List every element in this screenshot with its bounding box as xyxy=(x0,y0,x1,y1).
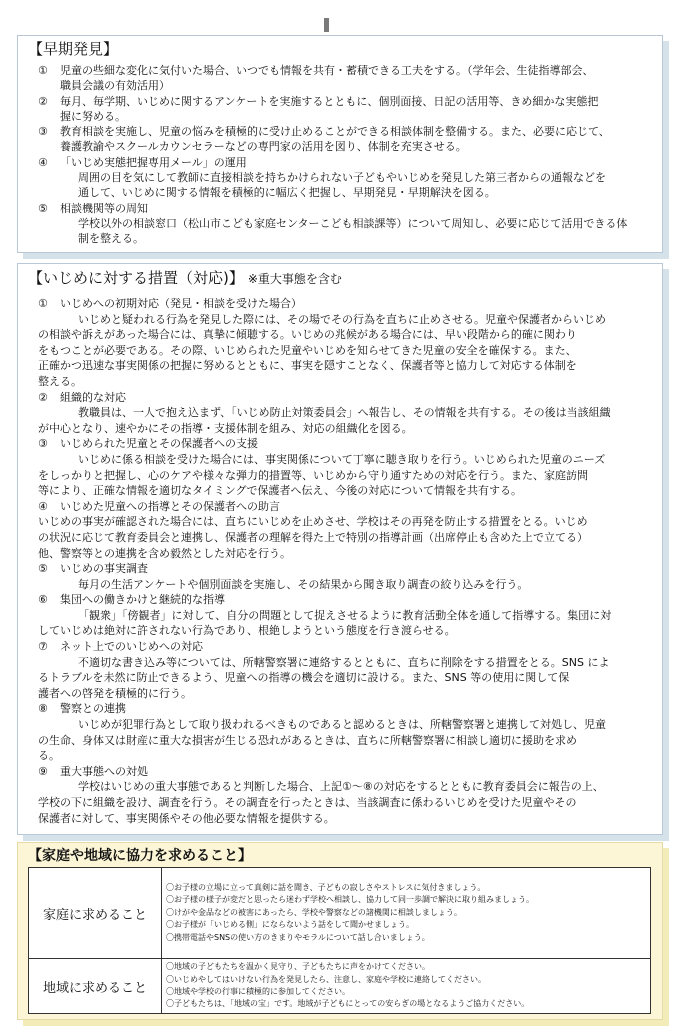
table-row xyxy=(29,959,651,1014)
list-item: ③ いじめられた児童とその保護者への支援 いじめに係る相談を受けた場合には、事実関係について丁寧に聴き取りを行う。いじめられた児童のニーズ をしっかりと把握し、心のケアや様々な弾力的措置等、いじめから守り通すための対応を行う。また、家庭訪問 等により、正確な情報を適切なタイミングで保護者へ伝え、今後の対応について情報を共有する。 xyxy=(38,437,606,498)
bullying-response-list xyxy=(28,296,654,826)
community-requests-list: 〇地域の子どもたちを温かく見守り、子どもたちに声をかけてください。 〇いじめやしてはいけない行為を発見したら、注意し、家庭や学校に連絡してください。 〇地域や学校の行事に積極的に参加してください。 〇子どもたちは、「地域の宝」です。地域が子どもにとっての安らぎの場となるようご協力ください。 xyxy=(162,959,651,1014)
list-item: ④ 「いじめ実態把握専用メール」の運用 周囲の目を気にして教師に直接相談を持ちかけられない子どもやいじめを発見した第三者からの通報などを 通して、いじめに関する情報を積極的に幅広く把握し、早期発見・早期解決を図る。 xyxy=(38,155,606,200)
list-item: ⑤ いじめの事実調査 毎月の生活アンケートや個別面談を実施し、その結果から聞き取り調査の絞り込みを行う。 xyxy=(38,562,529,591)
list-item: ② 毎月、毎学期、いじめに関するアンケートを実施するとともに、個別面接、日記の活用等、きめ細かな実態把 握に努める。 xyxy=(38,94,599,123)
list-item: ⑤ 相談機関等の周知 学校以外の相談窓口（松山市こども家庭センターこども相談課等）について周知し、必要に応じて活用できる体 制を整える。 xyxy=(38,201,628,246)
community-requests-label: 地域に求めること xyxy=(29,959,162,1014)
list-item: ⑥ 集団への働きかけと継続的な指導 「観衆」「傍観者」に対して、自分の問題として捉えさせるように教育活動全体を通して指導する。集団に対 していじめは絶対に許されない行為であり、根絶しようという態度を行き渡らせる。 xyxy=(38,593,612,638)
list-item: ④ いじめた児童への指導とその保護者への助言 いじめの事実が確認された場合には、直ちにいじめを止めさせ、学校はその再発を防止する措置をとる。いじめ の状況に応じて教育委員会と連携し、保護者の理解を得た上で特別の指導計画（出席停止も含めた上で立てる） 他、警察等との連携を含め毅然とした対応を行う。 xyxy=(38,499,588,560)
table-row xyxy=(29,868,651,959)
family-community-panel xyxy=(17,842,663,1020)
serious-case-note: ※重大事態を含む xyxy=(247,272,342,286)
list-item: ① 児童の些細な変化に気付いた場合、いつでも情報を共有・蓄積できる工夫をする。（学年会、生徒指導部会、 職員会議の有効活用） xyxy=(38,64,594,93)
list-item: ② 組織的な対応 教職員は、一人で抱え込まず、「いじめ防止対策委員会」へ報告し、その情報を共有する。その後は当該組織 が中心となり、速やかにその指導・支援体制を組み、対応の組織化を図る。 xyxy=(38,390,611,435)
bullying-response-panel xyxy=(17,263,663,835)
requests-table xyxy=(28,867,651,1014)
family-community-title: 【家庭や地域に協力を求めること】 xyxy=(28,848,252,864)
list-item: ① いじめへの初期対応（発見・相談を受けた場合） いじめと疑われる行為を発見した際には、その場でその行為を直ちに止めさせる。児童や保護者からいじめ の相談や訴えがあった場合には、真摯に傾聴する。いじめの兆候がある場合には、早い段階から的確に関わり をもつことが必要である。その際、いじめられた児童やいじめを知らせてきた児童の安全を確保する。また、 正確かつ迅速な事実関係の把握に努めるとともに、事実を隠すことなく、保護者等と協力して対応する体制を 整える。 xyxy=(38,297,606,388)
list-item: ③ 教育相談を実施し、児童の悩みを積極的に受け止めることができる相談体制を整備する。また、必要に応じて、 養護教諭やスクールカウンセラーなどの専門家の活用を図り、体制を充実させる。 xyxy=(38,125,610,154)
early-detection-title: 【早期発見】 xyxy=(28,40,119,58)
home-requests-list: 〇お子様の立場に立って真剣に話を聞き、子どもの寂しさやストレスに気付きましょう。 〇お子様の様子が変だと思ったら迷わず学校へ相談し、協力して同一歩調で解決に取り組みましょう。 〇けがや金品などの被害にあったら、学校や警察などの諸機関に相談しましょう。 〇お子様が「いじめる側」にならないよう話をして聞かせましょう。 〇携帯電話やSNSの使い方のきまりやモラルについて話し合いましょう。 xyxy=(162,868,651,959)
early-detection-list xyxy=(28,63,654,247)
home-requests-label: 家庭に求めること xyxy=(29,868,162,959)
early-detection-panel xyxy=(17,35,663,253)
list-item: ⑧ 警察との連携 いじめが犯罪行為として取り扱われるべきものであると認めるときは、所轄警察署と連携して対処し、児童 の生命、身体又は財産に重大な損害が生じる恐れがあるときは、直ちに所轄警察署に相談し適切に援助を求め る。 xyxy=(38,702,606,763)
list-item: ⑦ ネット上でのいじめへの対応 不適切な書き込み等については、所轄警察署に連絡するとともに、直ちに削除をする措置をとる。SNS によ るトラブルを未然に防止できるよう、児童への指導の機会を適切に設ける。また、SNS 等の使用に関して保 護者への啓発を積極的に行う。 xyxy=(38,640,610,700)
list-item: ⑨ 重大事態への対処 学校はいじめの重大事態であると判断した場合、上記①～⑧の対応をするとともに教育委員会に報告の上、 学校の下に組織を設け、調査を行う。その調査を行ったときは、当該調査に係わるいじめを受けた児童やその 保護者に対して、事実関係やその他必要な情報を提供する。 xyxy=(38,764,604,825)
bullying-response-title: 【いじめに対する措置（対応)】 ※重大事態を含む xyxy=(28,269,342,287)
page-top-marker xyxy=(324,18,329,32)
